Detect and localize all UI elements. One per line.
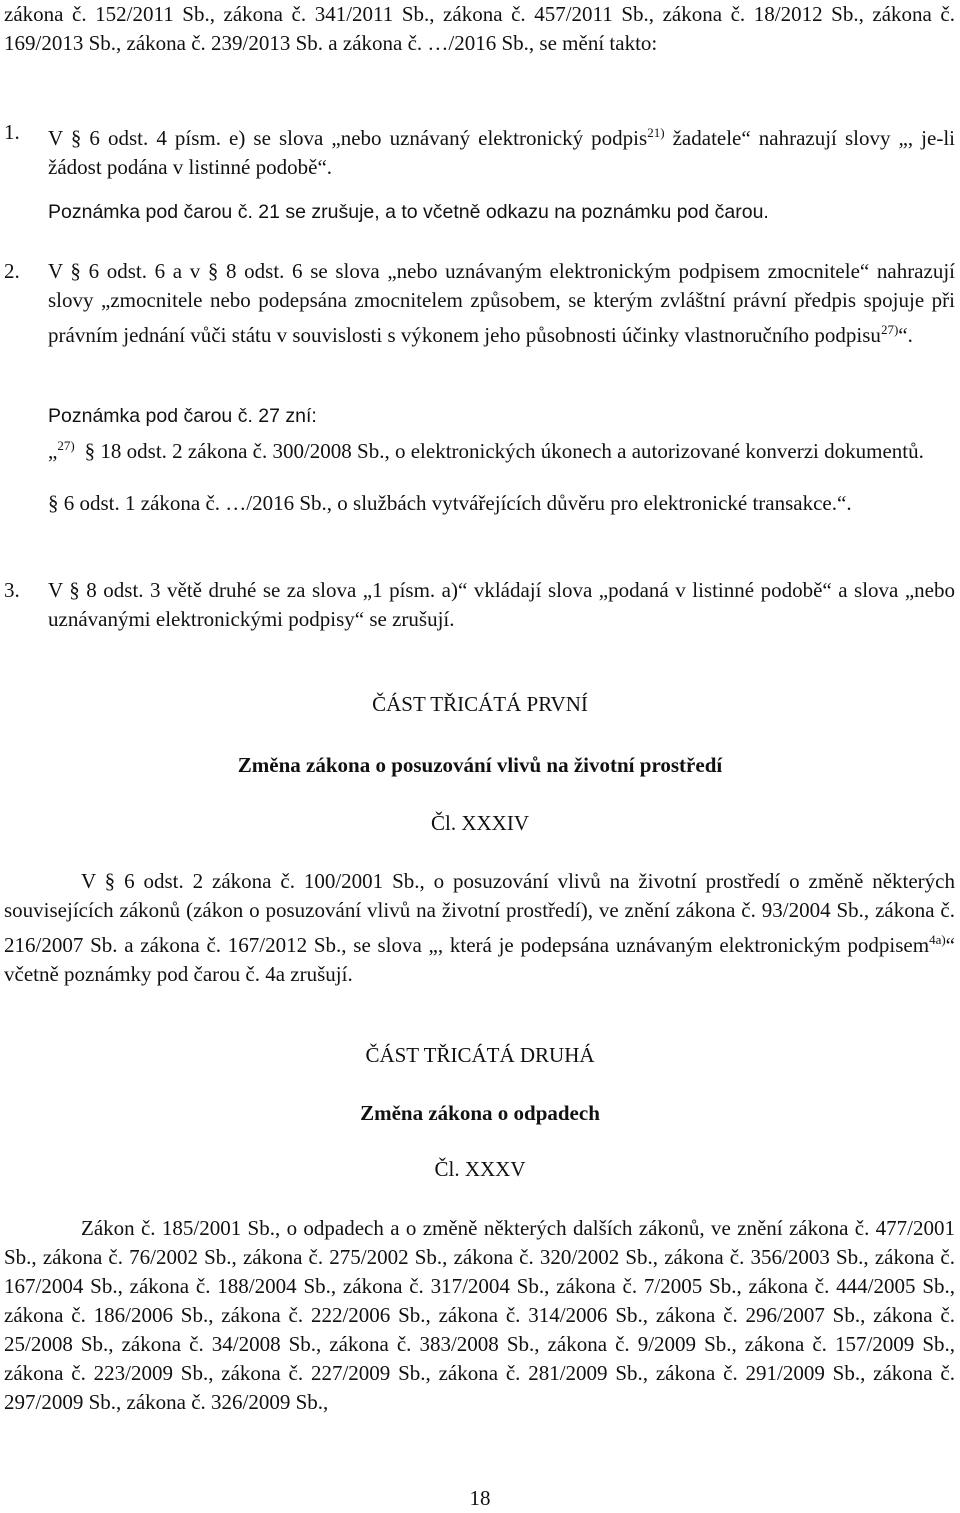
item-2-note-footnote-ref: 27) [57,438,75,453]
item-2-footnote-ref: 27) [880,322,899,337]
item-1-text-a: V § 6 odst. 4 písm. e) se slova „nebo uznávaný elektronický podpis [48,126,648,150]
item-2-number: 2. [4,259,20,283]
part-32-title: Změna zákona o odpadech [360,1101,600,1125]
item-3-number: 3. [4,578,20,602]
item-2-note-open-quote: „ [48,439,58,463]
part-31-text-b: “ včetně poznámky pod čarou č. 4a zrušují. [4,933,955,986]
part-31-heading: ČÁST TŘICÁTÁ PRVNÍ [372,692,588,716]
part-31-footnote-ref: 4a) [929,932,946,947]
section-icon: § [84,439,96,463]
item-3-text: V § 8 odst. 3 větě druhé se za slova „1 písm. a)“ vkládají slova „podaná v listinné podobě“ a slova „nebo uznávanými elektronickými podpisy“ se zrušují. [48,578,955,631]
page-number: 18 [469,1486,491,1510]
item-2-note-heading: Poznámka pod čarou č. 27 zní: [48,405,317,427]
part-31-text-a: V § 6 odst. 2 zákona č. 100/2001 Sb., o posuzování vlivů na životní prostředí o změně některých souvisejících zákonů (zákon o posuzování vlivů na životní prostředí), ve znění zákona č. 93/2004 Sb., zákona č. 216/2007 Sb. a zákona č. 167/2012 Sb., se slova „, která je podepsána uznávaným elektronickým podpisem [4,869,955,957]
part-32-heading: ČÁST TŘICÁTÁ DRUHÁ [365,1043,595,1067]
item-2-text-b: “. [898,323,913,347]
part-32-article: Čl. XXXV [434,1157,526,1181]
item-2-note-line-1 [48,431,955,466]
intro-paragraph: zákona č. 152/2011 Sb., zákona č. 341/2011 Sb., zákona č. 457/2011 Sb., zákona č. 18/2012 Sb., zákona č. 169/2013 Sb., zákona č. 239/2013 Sb. a zákona č. …/2016 Sb., se mění takto: [4,2,955,55]
part-31-title: Změna zákona o posuzování vlivů na životní prostředí [237,753,723,777]
item-2-text-a: V § 6 odst. 6 a v § 8 odst. 6 se slova „nebo uznávaným elektronickým podpisem zmocnitele“ nahrazují slovy „zmocnitele nebo podepsána zmocnitelem způsobem, se kterým zvláštní právní předpis spojuje při právním jednání vůči státu v souvislosti s výkonem jeho působnosti účinky vlastnoručního podpisu [48,259,955,347]
item-1-number: 1. [4,120,20,144]
part-31-article: Čl. XXXIV [431,811,529,835]
item-1-note: Poznámka pod čarou č. 21 se zrušuje, a to včetně odkazu na poznámku pod čarou. [48,201,769,223]
item-2-text [48,257,955,350]
item-1-footnote-ref: 21) [647,125,665,140]
part-32-text: Zákon č. 185/2001 Sb., o odpadech a o změně některých dalších zákonů, ve znění zákona č. 477/2001 Sb., zákona č. 76/2002 Sb., zákona č. 275/2002 Sb., zákona č. 320/2002 Sb., zákona č. 356/2003 Sb., zákona č. 167/2004 Sb., zákona č. 188/2004 Sb., zákona č. 317/2004 Sb., zákona č. 7/2005 Sb., zákona č. 444/2005 Sb., zákona č. 186/2006 Sb., zákona č. 222/2006 Sb., zákona č. 314/2006 Sb., zákona č. 296/2007 Sb., zákona č. 25/2008 Sb., zákona č. 34/2008 Sb., zákona č. 383/2008 Sb., zákona č. 9/2009 Sb., zákona č. 157/2009 Sb., zákona č. 223/2009 Sb., zákona č. 227/2009 Sb., zákona č. 281/2009 Sb., zákona č. 291/2009 Sb., zákona č. 297/2009 Sb., zákona č. 326/2009 Sb., [4,1216,955,1414]
part-31-text [4,867,955,989]
item-1-text-b: žadatele“ nahrazují slovy „, je-li žádost podána v listinné podobě“. [48,126,955,179]
item-1-text [48,118,955,182]
item-2-note-line-2: § 6 odst. 1 zákona č. …/2016 Sb., o službách vytvářejících důvěru pro elektronické transakce.“. [48,491,852,515]
item-2-note-line-1-text: 18 odst. 2 zákona č. 300/2008 Sb., o elektronických úkonech a autorizované konverzi dokumentů. [95,439,924,463]
